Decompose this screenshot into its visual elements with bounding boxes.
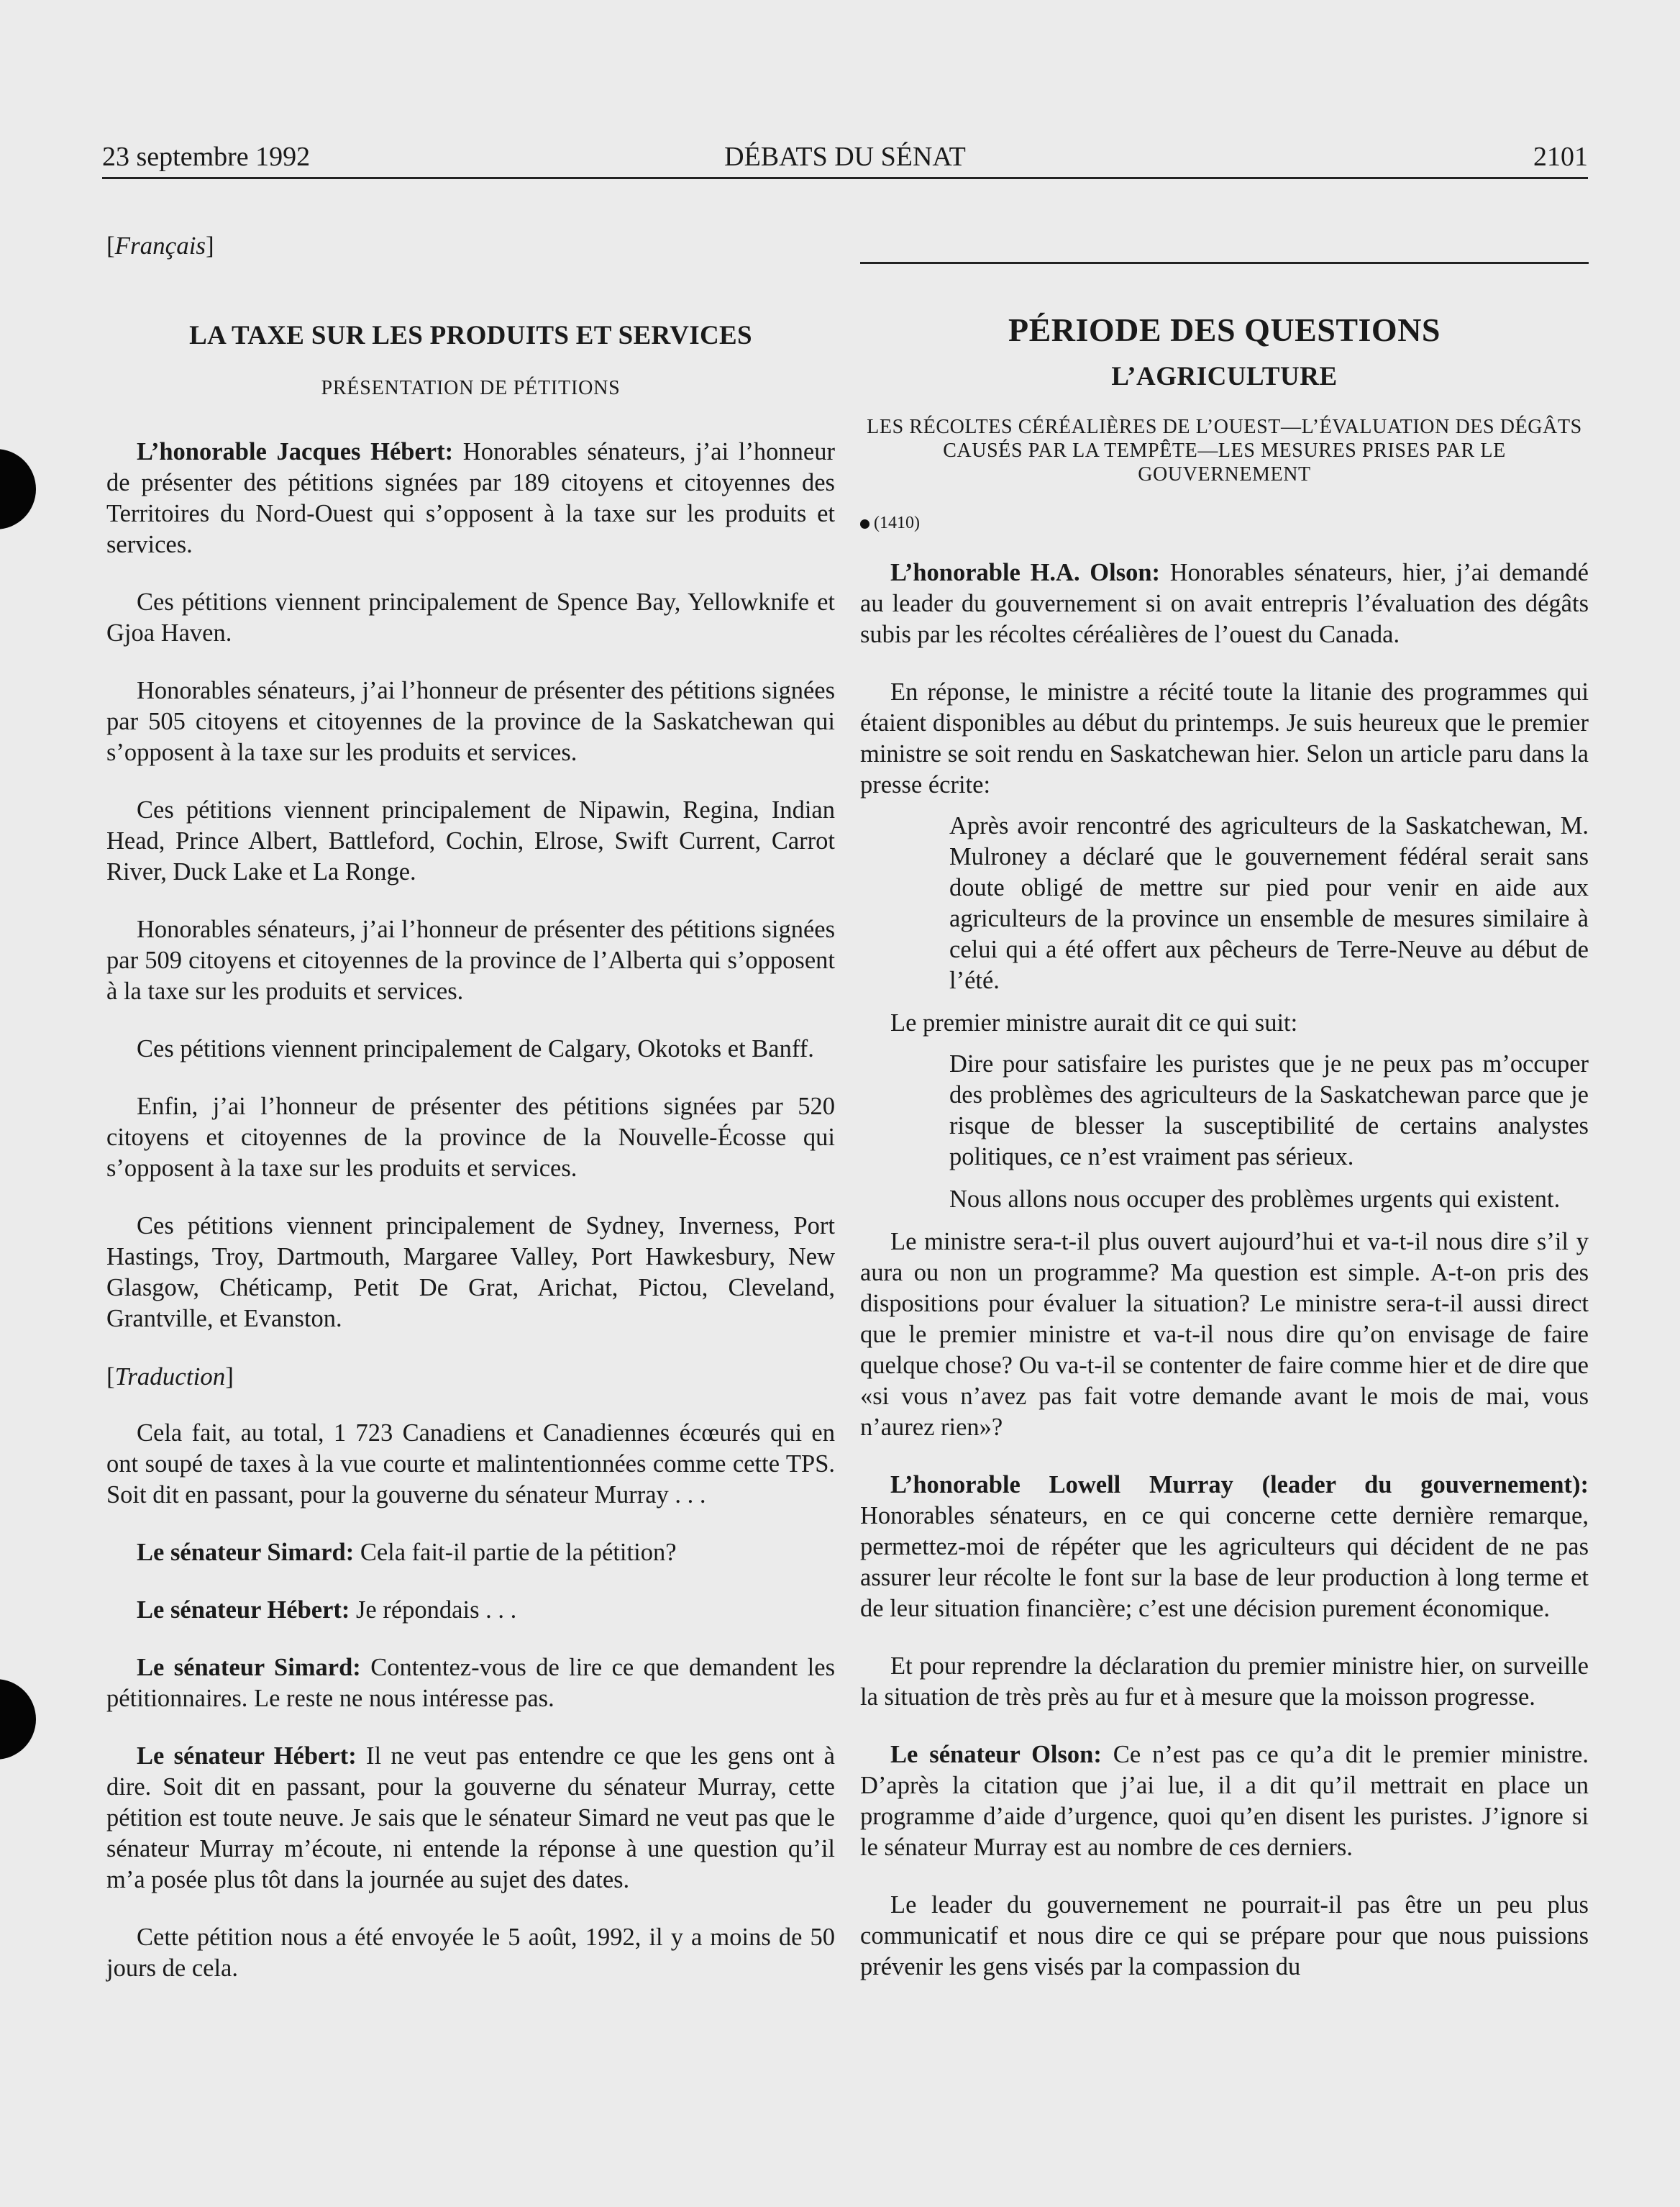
paragraph: Ces pétitions viennent principalement de Nipawin, Regina, Indian Head, Prince Albert, Battleford, Cochin, Elrose, Swift Current, Carrot River, Duck Lake et La Ronge. <box>106 796 835 886</box>
subtopic-title: LES RÉCOLTES CÉRÉALIÈRES DE L’OUEST—L’ÉVALUATION DES DÉGÂTS CAUSÉS PAR LA TEMPÊTE—LES MESURES PRISES PAR LE GOUVERNEMENT <box>867 416 1582 486</box>
page-number: 2101 <box>1533 142 1588 172</box>
paragraph: Honorables sénateurs, j’ai l’honneur de présenter des pétitions signées par 509 citoyens et citoyennes de la province de l’Alberta qui s’opposent à la taxe sur les produits et services. <box>106 916 835 1005</box>
paragraph: Le sénateur Hébert: Il ne veut pas entendre ce que les gens ont à dire. Soit dit en passant, pour la gouverne du sénateur Murray, cette pétition est toute neuve. Je sais que le sénateur Simard ne veut pas que le sénateur Murray m’écoute, ni entende la réponse à une question qu’il m’a posée plus tôt dans la journée au sujet des dates. <box>106 1742 835 1893</box>
paragraph: Ces pétitions viennent principalement de Calgary, Okotoks et Banff. <box>137 1035 814 1062</box>
speaker-name: Le sénateur Hébert: <box>137 1596 350 1624</box>
right-column <box>860 216 1589 2009</box>
punch-hole <box>0 449 36 529</box>
paragraph: Le sénateur Olson: Ce n’est pas ce qu’a dit le premier ministre. D’après la citation que j’ai lue, il a dit qu’il mettrait en place un programme d’aide d’urgence, quoi qu’en disent les puristes. J’ignore si le sénateur Murray est au nombre de ces derniers. <box>860 1741 1589 1861</box>
speaker-name: Le sénateur Olson: <box>890 1741 1102 1768</box>
topic-title: L’AGRICULTURE <box>1111 362 1338 391</box>
language-marker: [Français] <box>106 232 214 260</box>
speaker-name: L’honorable Lowell Murray (leader du gouvernement): <box>890 1471 1589 1498</box>
paragraph: Honorables sénateurs, j’ai l’honneur de présenter des pétitions signées par 505 citoyens et citoyennes de la province de la Saskatchewan qui s’opposent à la taxe sur les produits et services. <box>106 677 835 766</box>
speaker-name: Le sénateur Hébert: <box>137 1742 357 1770</box>
paragraph: Le ministre sera-t-il plus ouvert aujourd’hui et va-t-il nous dire s’il y aura ou non un programme? Ma question est simple. A-t-on pris des dispositions pour évaluer la situation? Le ministre sera-t-il aussi direct que le premier ministre et va-t-il nous dire qu’on envisage de faire quelque chose? Ou va-t-il se contenter de faire comme hier et de dire que «si vous n’avez pas fait votre demande avant le mois de mai, vous n’aurez rien»? <box>860 1228 1589 1441</box>
language-marker: [Traduction] <box>106 1362 234 1391</box>
paragraph: Et pour reprendre la déclaration du premier ministre hier, on surveille la situation de très près au fur et à mesure que la moisson progresse. <box>860 1652 1589 1711</box>
punch-hole <box>0 1679 36 1760</box>
header-date: 23 septembre 1992 <box>102 142 311 172</box>
speaker-name: L’honorable Jacques Hébert: <box>137 438 454 465</box>
paragraph: Le leader du gouvernement ne pourrait-il pas être un peu plus communicatif et nous dire ce qui se prépare pour que nous puissions prévenir les gens visés par la compassion du <box>860 1891 1589 1980</box>
left-column <box>106 216 835 2011</box>
bullet-icon <box>860 519 869 529</box>
paragraph: Le sénateur Simard: Cela fait-il partie de la pétition? <box>137 1539 677 1566</box>
speaker-name: Le sénateur Simard: <box>137 1539 355 1566</box>
page-header <box>102 137 1588 179</box>
time-marker: (1410) <box>860 508 1589 539</box>
speaker-name: Le sénateur Simard: <box>137 1654 361 1681</box>
quotation: Après avoir rencontré des agriculteurs de la Saskatchewan, M. Mulroney a déclaré que le gouvernement fédéral serait sans doute obligé de mettre sur pied pour venir en aide aux agriculteurs de la province un ensemble de mesures similaire à celui qui a été offert aux pêcheurs de Terre-Neuve au début de l’été. <box>949 812 1589 994</box>
paragraph: Cela fait, au total, 1 723 Canadiens et Canadiennes écœurés qui en ont soupé de taxes à la vue courte et malintentionnées comme cette TPS. Soit dit en passant, pour la gouverne du sénateur Murray . . . <box>106 1419 835 1509</box>
paragraph: En réponse, le ministre a récité toute la litanie des programmes qui étaient disponibles au début du printemps. Je suis heureux que le premier ministre se soit rendu en Saskatchewan hier. Selon un article paru dans la presse écrite: <box>860 678 1589 798</box>
paragraph: Ces pétitions viennent principalement de Sydney, Inverness, Port Hastings, Troy, Dartmouth, Margaree Valley, Port Hawkesbury, New Glasgow, Chéticamp, Petit De Grat, Arichat, Pictou, Cleveland, Grantville, et Evanston. <box>106 1212 835 1332</box>
quotation: Nous allons nous occuper des problèmes urgents qui existent. <box>949 1186 1561 1213</box>
speaker-name: L’honorable H.A. Olson: <box>890 559 1161 586</box>
main-title: PÉRIODE DES QUESTIONS <box>1008 311 1441 348</box>
paragraph: Le sénateur Hébert: Je répondais . . . <box>137 1596 517 1624</box>
paragraph: L’honorable H.A. Olson: Honorables sénateurs, hier, j’ai demandé au leader du gouvernement si on avait entrepris l’évaluation des dégâts subis par les récoltes céréalières de l’ouest du Canada. <box>860 559 1589 648</box>
paragraph: Enfin, j’ai l’honneur de présenter des pétitions signées par 520 citoyens et citoyennes de la province de la Nouvelle-Écosse qui s’opposent à la taxe sur les produits et services. <box>106 1093 835 1182</box>
paragraph: Le premier ministre aurait dit ce qui suit: <box>890 1009 1298 1037</box>
subsection-title: PRÉSENTATION DE PÉTITIONS <box>321 377 621 399</box>
paragraph: L’honorable Jacques Hébert: Honorables sénateurs, j’ai l’honneur de présenter des pétitions signées par 189 citoyens et citoyennes des Territoires du Nord-Ouest qui s’opposent à la taxe sur les produits et services. <box>106 438 835 558</box>
section-rule <box>860 262 1589 264</box>
paragraph: Ces pétitions viennent principalement de Spence Bay, Yellowknife et Gjoa Haven. <box>106 588 835 647</box>
quotation: Dire pour satisfaire les puristes que je ne peux pas m’occuper des problèmes des agriculteurs de la Saskatchewan parce que je risque de blesser la susceptibilité de certains analystes politiques, ce n’est vraiment pas sérieux. <box>949 1050 1589 1170</box>
header-title: DÉBATS DU SÉNAT <box>724 142 966 172</box>
section-title: LA TAXE SUR LES PRODUITS ET SERVICES <box>189 321 752 350</box>
paragraph: Cette pétition nous a été envoyée le 5 août, 1992, il y a moins de 50 jours de cela. <box>106 1924 835 1982</box>
paragraph: L’honorable Lowell Murray (leader du gouvernement): Honorables sénateurs, en ce qui concerne cette dernière remarque, permettez-moi de répéter que les agriculteurs qui décident de ne pas assurer leur récolte le font sur la base de leur production à long terme et de leur situation financière; c’est une décision purement économique. <box>860 1471 1589 1622</box>
paragraph: Le sénateur Simard: Contentez-vous de lire ce que demandent les pétitionnaires. Le reste ne nous intéresse pas. <box>106 1654 835 1712</box>
